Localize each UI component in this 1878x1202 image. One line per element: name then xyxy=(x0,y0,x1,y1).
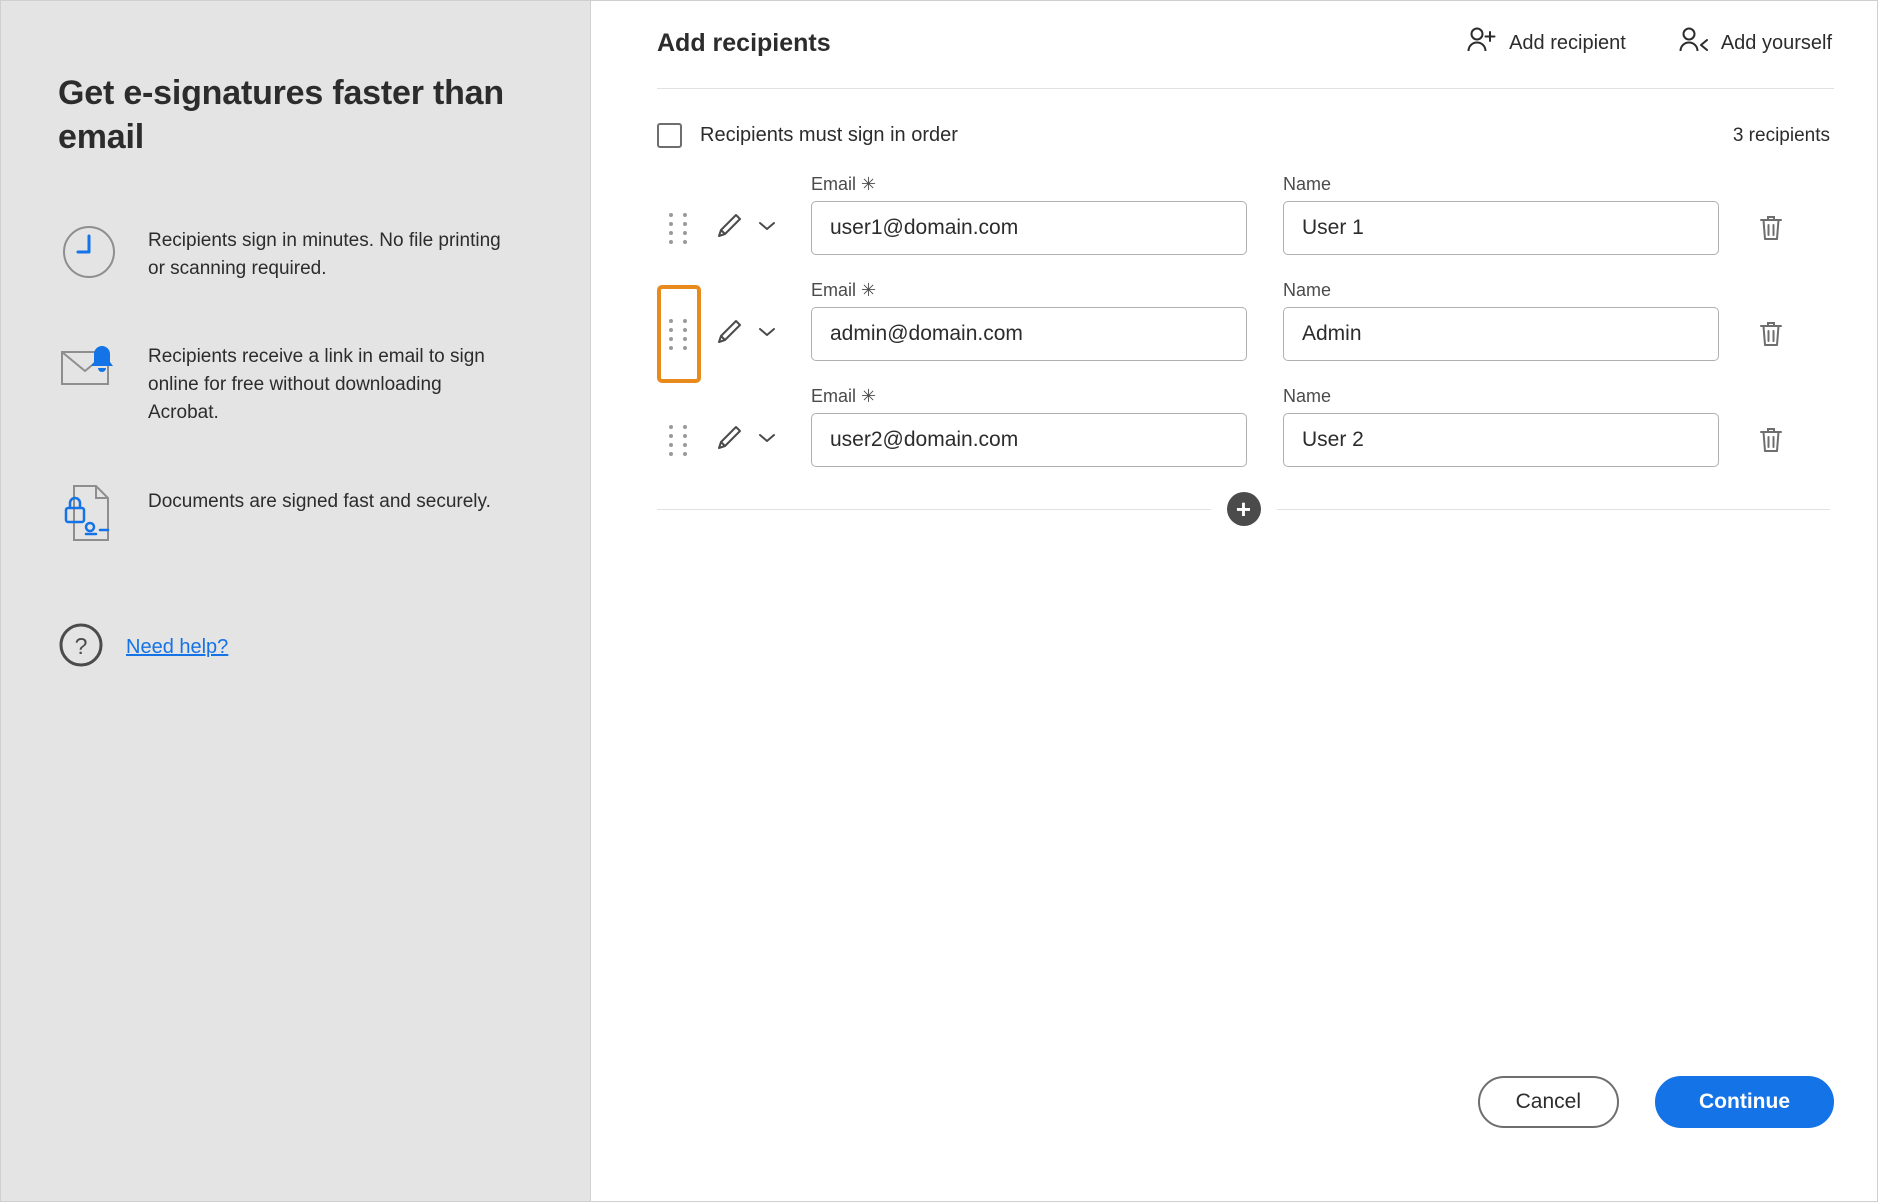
name-field-group xyxy=(1283,280,1719,361)
promo-item-2-text: Recipients receive a link in email to sign online for free without downloading Acrobat. xyxy=(148,346,485,424)
divider-line-right xyxy=(1277,509,1831,510)
cancel-button[interactable]: Cancel xyxy=(1478,1076,1619,1128)
required-mark: ✳ xyxy=(861,386,877,406)
clock-icon xyxy=(58,221,120,283)
delete-recipient-button[interactable] xyxy=(1743,307,1799,361)
recipient-count: 3 recipients xyxy=(1732,124,1830,146)
question-mark-icon xyxy=(58,622,104,673)
drag-dots-icon xyxy=(669,425,689,456)
header-actions xyxy=(1464,22,1834,64)
email-field-group xyxy=(811,280,1247,361)
email-field-group xyxy=(811,386,1247,467)
required-mark: ✳ xyxy=(861,174,877,194)
chevron-down-icon xyxy=(757,219,777,238)
add-recipient-label: Add recipient xyxy=(1509,31,1626,54)
panel-header xyxy=(657,22,1834,89)
promo-panel xyxy=(0,0,591,1202)
sign-in-order-checkbox[interactable] xyxy=(657,123,682,148)
promo-item-1 xyxy=(58,221,534,283)
name-input[interactable] xyxy=(1283,413,1719,467)
sign-order-left xyxy=(657,123,958,148)
drag-dots-icon xyxy=(669,213,689,244)
trash-icon xyxy=(1757,425,1785,455)
footer-actions xyxy=(1478,1076,1834,1128)
drag-handle[interactable] xyxy=(657,285,701,383)
email-label: Email ✳ xyxy=(811,280,877,300)
promo-item-2 xyxy=(58,337,534,427)
recipients-panel xyxy=(591,0,1878,1202)
promo-item-1-text: Recipients sign in minutes. No file printing or scanning required. xyxy=(148,230,501,280)
continue-button[interactable]: Continue xyxy=(1655,1076,1834,1128)
name-label: Name xyxy=(1283,386,1332,406)
sign-order-row xyxy=(657,123,1834,148)
recipients-list xyxy=(657,174,1834,467)
add-recipient-icon xyxy=(1466,26,1496,60)
trash-icon xyxy=(1757,213,1785,243)
add-yourself-label: Add yourself xyxy=(1720,31,1832,54)
secure-document-icon xyxy=(58,482,120,544)
email-field-group xyxy=(811,174,1247,255)
signer-pen-icon xyxy=(713,212,743,245)
divider-line-left xyxy=(657,509,1211,510)
add-recipient-divider xyxy=(657,492,1834,526)
signer-pen-icon xyxy=(713,424,743,457)
name-input[interactable] xyxy=(1283,201,1719,255)
email-input[interactable] xyxy=(811,413,1247,467)
add-recipient-row-button[interactable]: + xyxy=(1227,492,1261,526)
delete-recipient-button[interactable] xyxy=(1743,413,1799,467)
add-recipient-button[interactable] xyxy=(1464,22,1628,64)
name-field-group xyxy=(1283,174,1719,255)
email-notification-icon xyxy=(58,337,120,399)
promo-title: Get e-signatures faster than email xyxy=(58,74,504,156)
name-label: Name xyxy=(1283,174,1332,194)
drag-dots-icon xyxy=(669,319,689,350)
delete-recipient-button[interactable] xyxy=(1743,201,1799,255)
drag-handle[interactable] xyxy=(657,201,701,255)
page-title: Add recipients xyxy=(657,28,831,57)
name-field-group xyxy=(1283,386,1719,467)
svg-text:?: ? xyxy=(74,632,88,659)
promo-item-3-text: Documents are signed fast and securely. xyxy=(148,490,491,512)
email-label: Email ✳ xyxy=(811,386,877,406)
add-yourself-icon xyxy=(1678,26,1708,60)
recipient-role-selector[interactable] xyxy=(701,413,793,467)
recipient-role-selector[interactable] xyxy=(701,307,793,361)
need-help-link[interactable]: Need help? xyxy=(126,635,229,658)
email-label: Email ✳ xyxy=(811,174,877,194)
required-mark: ✳ xyxy=(861,280,877,300)
email-input[interactable] xyxy=(811,307,1247,361)
need-help-row[interactable] xyxy=(58,622,534,673)
recipient-row xyxy=(657,280,1834,361)
sign-in-order-label: Recipients must sign in order xyxy=(700,124,958,146)
chevron-down-icon xyxy=(757,325,777,344)
add-yourself-button[interactable] xyxy=(1676,22,1834,64)
signer-pen-icon xyxy=(713,318,743,351)
drag-handle[interactable] xyxy=(657,413,701,467)
trash-icon xyxy=(1757,319,1785,349)
recipient-row xyxy=(657,174,1834,255)
name-label: Name xyxy=(1283,280,1332,300)
name-input[interactable] xyxy=(1283,307,1719,361)
email-input[interactable] xyxy=(811,201,1247,255)
recipient-row xyxy=(657,386,1834,467)
chevron-down-icon xyxy=(757,431,777,450)
recipient-role-selector[interactable] xyxy=(701,201,793,255)
promo-item-3 xyxy=(58,482,534,544)
